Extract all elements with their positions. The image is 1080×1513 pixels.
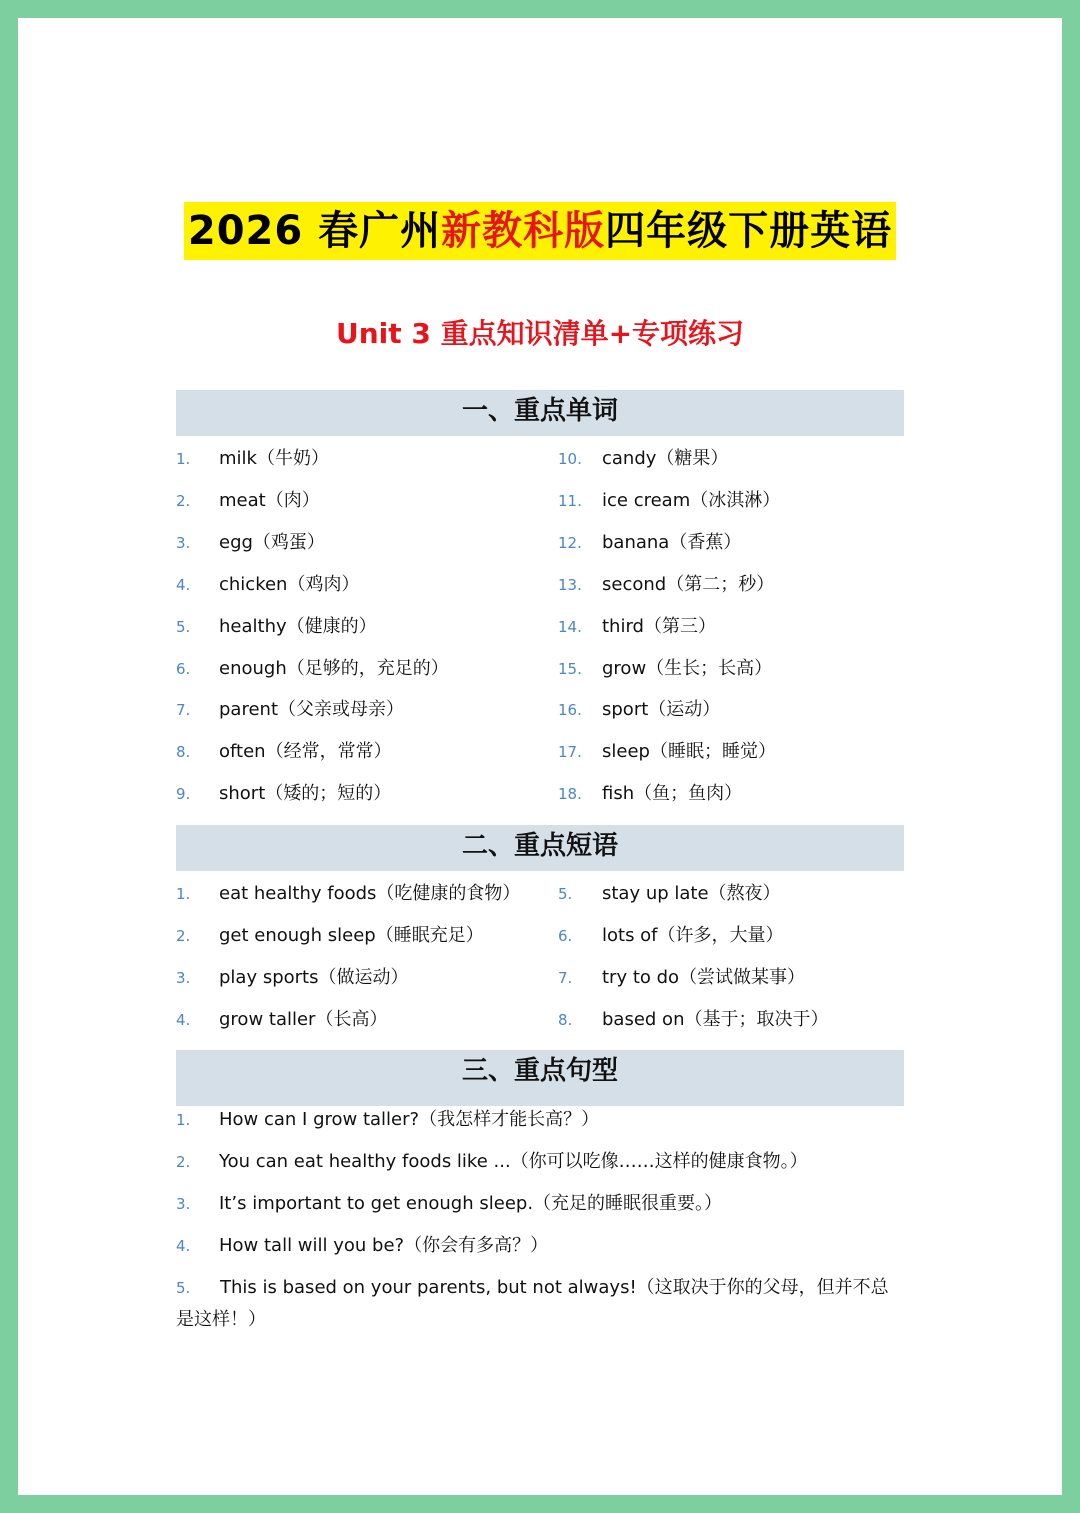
item-number: 1. [176,450,191,468]
item-number: 2. [176,1152,191,1171]
item-number: 6. [558,926,573,945]
sentence-text: This is based on your parents, but not always!（这取决于你的父母，但并不总是这样！） [176,1276,889,1330]
list-item: milk（牛奶） [219,448,329,469]
item-number: 14. [558,617,582,636]
list-item: eat healthy foods（吃健康的食物） [219,883,521,904]
item-number: 5. [176,617,191,636]
list-item: try to do（尝试做某事） [602,966,806,988]
item-number: 11. [558,491,582,510]
list-item: grow taller（长高） [219,1008,388,1030]
title-wrapper [18,202,1062,260]
item-number: 9. [176,785,191,804]
item-number: 3. [176,968,191,987]
list-item: It’s important to get enough sleep.（充足的睡眠很重要。） [219,1192,723,1214]
list-item: often（经常，常常） [219,741,392,763]
item-number: 1. [176,885,191,903]
list-item [176,1272,906,1336]
item-number: 6. [176,659,191,678]
list-item: ice cream（冰淇淋） [602,489,781,511]
list-item: short（矮的；短的） [219,783,392,805]
title-part-1: 2026 春广州 [187,208,442,254]
item-number: 4. [176,575,191,594]
item-number: 3. [176,533,191,552]
item-number: 13. [558,575,582,594]
title-part-2: 新教科版 [441,208,606,254]
item-number: 2. [176,491,191,510]
section-heading-sentences: 三、重点句型 [176,1050,904,1106]
list-item: enough（足够的，充足的） [219,657,449,679]
list-item: sport（运动） [602,699,721,721]
item-number: 15. [558,659,582,678]
list-item: banana（香蕉） [602,531,742,553]
item-number: 16. [558,701,582,720]
list-item: sleep（睡眠；睡觉） [602,741,776,763]
list-item: parent（父亲或母亲） [219,699,405,721]
list-item: get enough sleep（睡眠充足） [219,924,484,946]
list-item: fish（鱼；鱼肉） [602,783,743,805]
list-item: How tall will you be?（你会有多高？） [219,1234,549,1256]
list-item: third（第三） [602,615,716,637]
item-number: 7. [558,968,573,987]
list-item: play sports（做运动） [219,966,409,988]
title-part-3: 四年级下册英语 [605,208,893,254]
list-item: candy（糖果） [602,448,729,469]
item-number: 3. [176,1194,191,1213]
list-item: grow（生长；长高） [602,657,773,679]
item-number: 5. [176,1278,191,1297]
page-subtitle: Unit 3 重点知识清单+专项练习 [335,317,745,350]
item-number: 1. [176,1111,191,1129]
section-heading-words: 一、重点单词 [176,390,904,436]
item-number: 7. [176,701,191,720]
item-number: 10. [558,450,582,468]
item-number: 2. [176,926,191,945]
list-item: lots of（许多，大量） [602,924,784,946]
section-heading-phrases: 二、重点短语 [176,825,904,871]
item-number: 8. [176,743,191,762]
list-item: based on（基于；取决于） [602,1008,829,1030]
list-item: chicken（鸡肉） [219,573,360,595]
list-item: egg（鸡蛋） [219,531,325,553]
item-number: 17. [558,743,582,762]
list-item: How can I grow taller?（我怎样才能长高？） [219,1109,600,1130]
item-number: 5. [558,885,573,903]
item-number: 12. [558,533,582,552]
item-number: 8. [558,1010,573,1029]
list-item: You can eat healthy foods like ...（你可以吃像……这样的健康食物。） [219,1150,808,1172]
list-item: healthy（健康的） [219,615,377,637]
item-number: 4. [176,1010,191,1029]
document-page [18,18,1062,1495]
item-number: 4. [176,1236,191,1255]
page-title [184,202,896,260]
list-item: stay up late（熬夜） [602,883,781,904]
item-number: 18. [558,785,582,804]
list-item: second（第二；秒） [602,573,775,595]
list-item: meat（肉） [219,489,320,511]
